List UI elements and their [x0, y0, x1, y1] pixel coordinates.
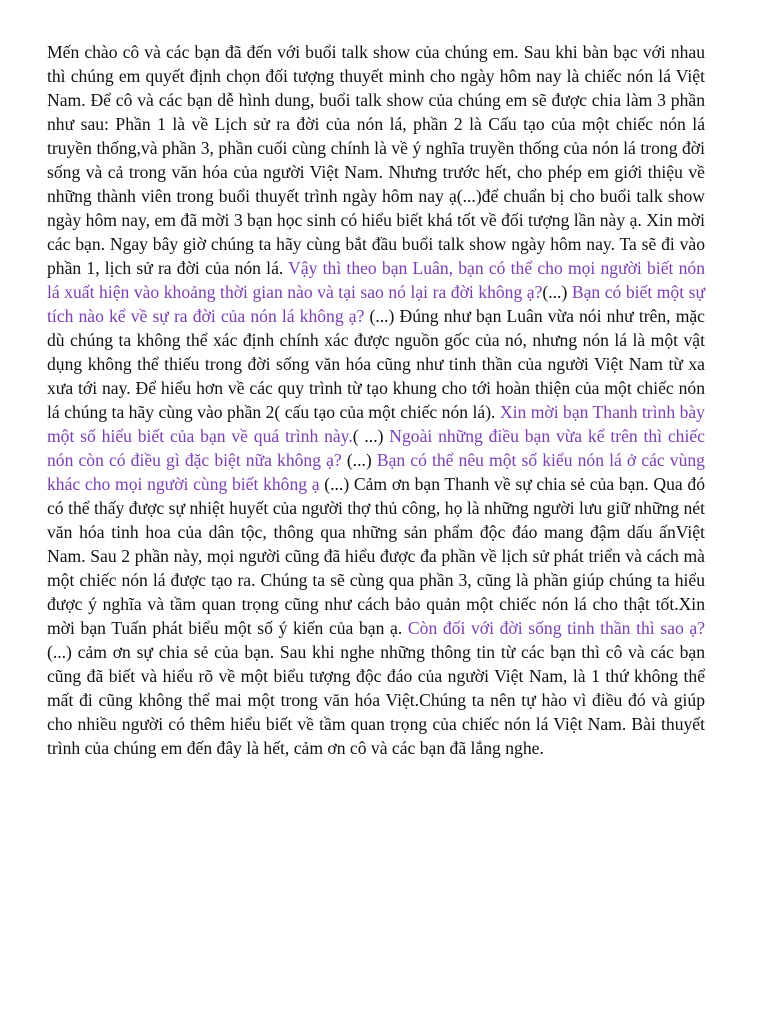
text-segment: ( ...): [352, 426, 390, 446]
question-segment: Vậy thì theo bạn Luân, bạn có thể cho mọi người biết nón lá xuất hiện vào khoảng thời gian nào và tại sao nó lại ra đời không ạ?: [47, 258, 705, 302]
question-segment: Bạn có biết một sự tích nào kể về sự ra đời của nón lá không ạ?: [47, 282, 705, 326]
text-segment: (...): [542, 282, 572, 302]
text-segment: (...): [341, 450, 377, 470]
text-segment: (...) Cảm ơn bạn Thanh về sự chia sẻ của bạn. Qua đó có thể thấy được sự nhiệt huyết của người thợ thủ công, họ là những người lưu giữ những nét văn hóa tinh hoa của dân tộc, thông qua những sản phẩm độc đáo mang đậm dấu ấnViệt Nam. Sau 2 phần này, mọi người cũng đã hiểu được đa phần về lịch sử phát triển và cách mà một chiếc nón lá được tạo ra. Chúng ta sẽ cùng qua phần 3, cũng là phần giúp chúng ta hiểu được ý nghĩa và tầm quan trọng cũng như cách bảo quản một chiếc nón lá cho thật tốt.Xin mời bạn Tuấn phát biểu một số ý kiến của bạn ạ.: [47, 474, 705, 638]
question-segment: Ngoài những điều bạn vừa kể trên thì chiếc nón còn có điều gì đặc biệt nữa không ạ?: [47, 426, 705, 470]
question-segment: Xin mời bạn Thanh trình bày một số hiểu biết của bạn về quá trình này.: [47, 402, 705, 446]
question-segment: Còn đối với đời sống tinh thần thì sao ạ?: [407, 618, 706, 638]
text-segment: Mến chào cô và các bạn đã đến với buổi talk show của chúng em. Sau khi bàn bạc với nhau thì chúng em quyết định chọn đối tượng thuyết minh cho ngày hôm nay là chiếc nón lá Việt Nam. Để cô và các bạn dễ hình dung, buổi talk show của chúng em sẽ được chia làm 3 phần như sau: Phần 1 là về Lịch sử ra đời của nón lá, phần 2 là Cấu tạo của một chiếc nón lá truyền thống,và phần 3, phần cuối cùng chính là về ý nghĩa truyền thống của nón lá trong đời sống và cả trong văn hóa của người Việt Nam. Nhưng trước hết, cho phép em giới thiệu về những thành viên trong buổi thuyết trình ngày hôm nay ạ(...)để chuẩn bị cho buổi talk show ngày hôm nay, em đã mời 3 bạn học sinh có hiểu biết khá tốt về đối tượng lần này ạ. Xin mời các bạn. Ngay bây giờ chúng ta hãy cùng bắt đầu buổi talk show ngày hôm nay. Ta sẽ đi vào phần 1, lịch sử ra đời của nón lá.: [47, 42, 705, 278]
document-body: [47, 40, 705, 760]
text-segment: (...) cảm ơn sự chia sẻ của bạn. Sau khi nghe những thông tin từ các bạn thì cô và các bạn cũng đã biết và hiểu rõ về một biểu tượng độc đáo của người Việt Nam, là 1 thứ không thể mất đi cũng không thể mai một trong văn hóa Việt.Chúng ta nên tự hào vì điều đó và giúp cho nhiều người có thêm hiểu biết về tầm quan trọng của chiếc nón lá Việt Nam. Bài thuyết trình của chúng em đến đây là hết, cảm ơn cô và các bạn đã lắng nghe.: [47, 642, 705, 758]
talk-show-paragraph: [47, 40, 705, 760]
question-segment: Bạn có thể nêu một số kiểu nón lá ở các vùng khác cho mọi người cùng biết không ạ: [47, 450, 705, 494]
text-segment: (...) Đúng như bạn Luân vừa nói như trên, mặc dù chúng ta không thể xác định chính xác được nguồn gốc của nó, nhưng nón lá là một vật dụng không thể thiếu trong đời sống văn hóa cũng như tinh thần của người Việt Nam từ xa xưa tới nay. Để hiểu hơn về các quy trình từ tạo khung cho tới hoàn thiện của một chiếc nón lá chúng ta hãy cùng vào phần 2( cấu tạo của một chiếc nón lá).: [47, 306, 705, 422]
